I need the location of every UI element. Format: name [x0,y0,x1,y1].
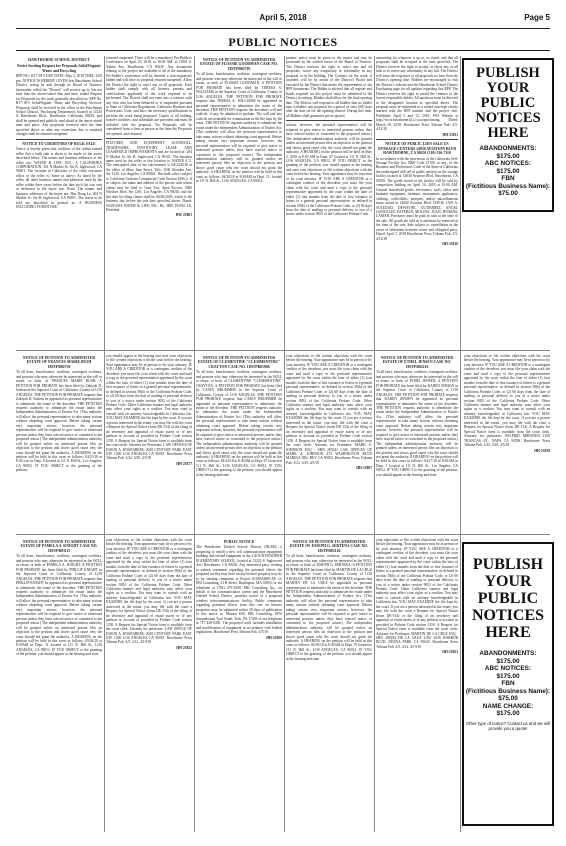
ad-price-line: (Fictitious Business Name): [465,182,551,190]
notice-separator [16,139,102,140]
notice-column-1 [16,538,102,830]
notice-column-6 [464,354,550,530]
notice-title: NOTICE TO CREDITORS OF BULK SALE [22,141,96,146]
notice-title: NOTICE OF PETITION TO ADMINISTER ESTATE OF PAMELA A. KNIGHT CASE NO. 18STPB03115 [20,540,98,553]
notice-title: NOTICE OF PETITION TO ADMINISTER ESTATE OF FRANCES MARIE BUSH 18STPB02756 [22,356,96,369]
notice-body: Notice is hereby given that creditors of the within named seller that a bulk sale is about to be made of the assets described below. The names and business addresses of the seller are: WATER & LIFE, INC., A CALIFORNIA CORPORATION, 301 N Market St, Ste B, Inglewood, CA 90301. The location in California of the chief executive office of the seller is: Same as above. As listed by the seller, all other business names and addresses used by the seller within three years before the date such list was sent or delivered to the buyer are: None. The names and business addresses of the buyer are: Hee Dong Le, 204 N Market St, Ste B, Inglewood, CA 90301. The assets to be sold are described in general as: A BUSINESS INCLUDING FURNITURE, [16,147,102,210]
notice-body: grantor, notice must be given to the trustee and may be prevented by the written notice of the Board of Trustees. The District reserves the right to reject any and all proposals, waive any irregularity or informality in any proposal or in the bidding. The Contract for the work, if awarded, will be by action of the District's Board and executed by the District that meets the requirements of the RFP documents. The Bidder is advised that all register and bonds required for this project must be submitted to the District in writing. Bidders shall allow for the final opening date. The District will respond to all bidders that no bidder may withdraw any proposal for a period of sixty (60) days after the date set for the opening thereof. During this time, all Bidders shall guarantee prices quoted. [286,56,372,118]
notice-column-4 [286,538,372,830]
notice-column-3 [196,56,282,346]
notice-column-4 [286,354,372,530]
notice-separator [376,139,458,140]
notice-tag: HW-23801 [175,213,192,218]
publish-notices-ad-2 [462,542,554,826]
ad-price-line: $75.00 [498,190,518,197]
notice-tag: HH-23677 [176,461,192,466]
notice-body: To all heirs, beneficiaries, creditors, contingent creditors, and persons who may otherwise be interested in the will or estate, or both, of ETHEL JENSEN. A PETITION FOR PROBATE has been filed by KAREN JENSEN in the Superior Court of California, County of LOS ANGELES. THE PETITION FOR PROBATE requests that KAREN JENSEN be appointed as personal representative to administer the estate of the decedent. THE PETITION requests authority to administer the estate under the Independent Administration of Estates Act. (This authority will allow the personal representative to take many actions without obtaining court approval. Before taking certain very important actions, however, the personal representative will be required to give notice to interested persons unless they have waived notice or consented to the proposed action.) The independent administration authority will be granted unless an interested person files an objection to the petition and shows good cause why the court should not grant the authority. A HEARING on the petition will be held in this court as follows: 04/27/18 at 8:30AM in Dept. 5 located at 111 N. Hill St., Los Angeles, CA 90012. IF YOU OBJECT to the granting of the petition, you should appear at the hearing and state [376,370,458,477]
ad-headline: PUBLISH YOUR PUBLIC NOTICES HERE [471,556,545,641]
notice-body: actions, however, the personal representative will be required to give notice to interested persons unless they have waived notice or consented to the proposed action.) The independent administration authority will be granted unless an interested person files an objection to the petition and shows good cause why the court should not grant the authority. A HEARING on the petition will be held on May 2, 2018 at 8:30 AM in Dept. 67 located at 111 N. Hill St., LOS ANGELES, CA 90012. IF YOU OBJECT to the granting of the petition, you should appear at the hearing and state your objections or file written objections with the court before the hearing. Your appearance may be in person or by your attorney. IF YOU ARE A CREDITOR or a contingent creditor of the decedent, you must file your claim with the court and mail a copy to the personal representative appointed by the court within the later of either (1) four months from the date of first issuance of letters to a general personal representative, as defined in section 58(b) of the California Probate Code, or (2) 60 days from the date of mailing or personal delivery to you of a notice under section 9052 of the California Probate Code. [286,123,372,217]
ad-price-line: ABC NOTICES: [484,160,532,167]
ad-price-line: $175.00 [496,672,520,680]
section-title: PUBLIC NOTICES [228,35,338,49]
notice-column-5 [376,56,458,346]
notice-body: FIXTURES AND EQUIPMENT, GOODWILL, TRADENAME, INVENTORY, LEASE AND LEASEHOLD IMPROVEMENTS and are located at: 204 N Market St, Ste B, Inglewood, CA 90301. The business name used by the seller at that location is: WATER 4 U. The anticipated date of the sale/transfer is 04/23/2018 at the office of Mary Jane Street, Title, 1100 Glendon Ave, Ste 1230, Los Angeles, CA 90024. This bulk sale is subject to California Uniform Commercial Code Section 6106.2. If so subject, the name and address of the person with whom claims may be filed is: Gary Yoo, Apex Escrow, 3600 Wilshire Blvd. Ste 1201, Los Angeles, CA 90010, and the last date for filing claims shall be 04/20/2018, which is the business day before the sale date specified above. Dated: 03/29/2018 WATER & LIFE, INC. By: HEE DONG LE, President [106,141,192,212]
notice-column-4 [286,56,372,346]
notice-body: your objections or file written objections with the court before the hearing. Your appearance may be in person or by your attorney. IF YOU ARE A CREDITOR or a contingent creditor of the decedent, you must file your claim with the court and mail a copy to the personal representative appointed by the court within the later of either (1) four months from the date of first issuance of letters to a general personal representative, as defined in section 58(b) of the California Probate Code, or (2) 60 days from the date of mailing or personal delivery to you of a notice under section 9052 of the California Probate Code. Other California statutes and legal authority may affect your rights as a creditor. You may want to consult with an attorney knowledgeable in California law. YOU MAY EXAMINE the file kept by the court. If you are a person interested in the estate, you may file with the court a Request for Special Notice (form DE-154) of the filing of an inventory and appraisal of estate assets or of any petition or account as provided in Probate Code section 1250. A Request for Special Notice form is available from the court clerk. Attorney for petitioner: LAW OFFICE OF DAVID A. ROSENBERG 2049 CENTURY PARK EAST STE 1200 LOS ANGELES CA 90067. Hawthorne Press Tribune Pub. 4/5, 4/12, 4/19/18 [106,538,192,645]
issue-date: April 5, 2018 [259,13,307,22]
notice-tag: HH-23822 [176,645,192,650]
notice-body: you should appear at the hearing and state your objections or file written objections with the court before the hearing. Your appearance may be in person or by your attorney. IF YOU ARE A CREDITOR or a contingent creditor of the decedent, you must file your claim with the court and mail a copy to the personal representative appointed by the court within the later of either (1) four months from the date of first issuance of letters to a general personal representative, as defined in section 58(b) of the California Probate Code, or (2) 60 days from the date of mailing or personal delivery to you of a notice under section 9052 of the California Probate Code. Other California statutes and legal authority may affect your rights as a creditor. You may want to consult with an attorney knowledgeable in California law. YOU MAY EXAMINE the file kept by the court. If you are a person interested in the estate, you may file with the court a Request for Special Notice (form DE-154) of the filing of an inventory and appraisal of estate assets or of any petition or account as provided in Probate Code section 1250. A Request for Special Notice form is available from the court clerk. Attorney for Petitioner: LAW OFFICES OF DAVID A. ROSENBERG 2049 CENTURY PARK EAST STE 1200 LOS ANGELES CA 90067. Hawthorne Press Tribune Pub. 3/22, 3/29, 4/5/18 [106,354,192,461]
column-rule [104,56,105,832]
notice-body: your objections or file written objections with the court before the hearing. Your appearance may be in person or by your attorney. IF YOU ARE A CREDITOR or a contingent creditor of the decedent, you must file your claim with the court and mail a copy to the personal representative appointed by the court within the later of either (1) four months from the date of first issuance of letters to a general personal representative, as defined in section 58(b) of the California Probate Code, or (2) 60 days from the date of mailing or personal delivery to you of a notice under section 9052 of the California Probate Code. Other California statutes and legal authority may affect your rights as a creditor. You may want to consult with an attorney knowledgeable in California law. YOU MAY EXAMINE the file kept by the court. If you are a person interested in the estate, you may file with the court a Request for Special Notice (form DE-154) of the filing of an inventory and appraisal of estate assets or of any petition or account as provided in Probate Code section 1250. A Request for Special Notice form is available from the court clerk. Attorney for Petitioner: MARK A. JOHNSON ESQ - SBN 285241 LAW OFFICES OF MARK A. JOHNSON 473 WASHINGTON BLVD MARINA DEL REY CA 90292. Hawthorne Press Tribune Pub. 3/22, 3/29, 4/5/18 [286,354,372,465]
notice-title: HAWTHORNE SCHOOL DISTRICT [28,58,90,62]
notice-body: In accordance with the provisions of the California Self-Storage Facility Act, B&P Code 21700, et seq., of the Business and Professions Code of the State of California the undersigned will sell at public auction on the storage facility located at 14830 Aviation Blvd, Hawthorne, CA 90250. The goods stored at the facility will be sold by competitive bidding on April 19, 2018 at 10:00 AM. General household goods, electronics, tools, office and business equipment, furniture, instruments, appliances, clothing, collectibles, antiques, and/or miscellaneous items stored at 14830 Aviation Blvd: DAVIS, JAYLA, SOLEDAD, DEWAYNE, GUTIERREZ, ANGEL GONZALEZ, ESTEBAN, MOLINA, JUAN, JENKINS, LAMAR. Purchases must be paid in cash at the time of the sale. All goods are sold as is and must be removed at the time of the sale. Sale subject to cancellation in the event of settlement between owner and obligated party. Dated: April 5, 2018 Hawthorne Press Tribune Pub. 4/5, 4/12/18 [376,156,458,241]
page-header [0,13,566,27]
ad-price-line: ABC NOTICES: [484,665,532,672]
notice-body: The Hawthorne Unified School District (HUSD), a proposing to install a new cell communication equipment building and related equipment at the LAOUNT-BADDER ELEMENTARY SCHOOL, located at 13223 S. Inglewood Ave, Hawthorne, CA 90250. Any interested party wishing to submit comments regarding the potential effects the proposed facility may have on any historic property may do so by sending comments to Project 6118003000-AF c/o EBI Consulting, 21 B Street, Burlington, MA 01803, or via telephone at (781) 273-2500. EBI Consulting Inc., on behalf of the communication carrier and the Hawthorne Unified School District, provides notice of a proposed wireless telecommunications facility. Public comments regarding potential effects from this site on historic properties may be submitted within 30 days of publication of this notice to: Monica Hill, EBI Consulting, 6876 Susquehanna Trail South, York, PA 17403 or via telephone at 717-428-0450. The proposed work includes installation and modification of equipment in accordance with federal regulations. Hawthorne Press Tribune Pub. 4/5/18 [196,545,282,635]
header-rule [16,28,550,29]
page-number: Page 5 [524,13,550,22]
column-rule [284,56,285,832]
column-rule [374,56,375,832]
notice-title: NOTICE OF PETITION TO ADMINISTER ESTATE OF CLEMENTINE "CLEMMENTINE" CRAYTON CASE NO. 18STPB01906 [197,356,281,369]
notice-column-5 [376,538,458,830]
ad-price-line: FBN [501,680,515,687]
notice-separator [286,120,372,121]
ad-headline: PUBLISH YOUR PUBLIC NOTICES HERE [475,65,541,141]
notice-column-2 [106,354,192,530]
notice-separator [106,138,192,139]
ad-price-line: (Fictitious Business Name): [465,687,551,695]
ad-price-line: ABANDONMENTS: [479,145,537,152]
notice-subtitle: Notice Inviting Request for Proposals Solid/Organic Waste and Recycling [16,64,102,73]
notice-tag: HH-23816 [442,242,458,247]
notice-body: amounting for whatever is up to, as stated, and that all proposals shall be accepted at the time specified. The District reserves the right to accept, or reject any or all bids or to waive any informality in any bid. The District will issue the responses to all proposals no later than the District's opening date. Bidders are encouraged to visit the District's website and the Hawthorne School District Purchasing page for all updates regarding this RFP. The District reserves the right to award the contract to the lowest responsible bidder. All questions must be directed to the designated location as specified above. The proposal must be submitted in a sealed envelope clearly marked with the RFP number and the project title. Published: April 5 and 12, 2018. FSO Website at http://www.hawthorne.k12.ca.us/purchasing. Dated: March 29, 2018. Hawthorne Press Tribune Pub. 4/5, 4/12/18 [376,56,458,132]
notice-column-2 [106,56,192,346]
section-rule [16,50,550,51]
notice-column-2 [106,538,192,830]
notice-tag: HH-23820 [266,635,282,640]
publish-notices-ad [462,58,554,212]
ad-footnote: Other type of notice? Contact us and we will provide you a quote! [466,720,550,731]
ad-price-line: FBN [501,175,515,182]
notice-title: NOTICE OF PETITION TO ADMINISTER ESTATE OF JOSEPH G. SEBTENA CASE NO. 18STPB03126 [289,540,369,553]
notice-tag: HH-23818 [534,448,550,453]
ad-price-line: $175.00 [496,152,520,160]
notice-body: To all heirs, beneficiaries, creditors, contingent creditors, and persons who may otherwise be interested in the will or estate, or both of FLOSSIE GOODMAN. A PETITION FOR PROBATE has been filed by TERESA A. WILLIAMS in the Superior Court of California, County of LOS ANGELES. THE PETITION FOR PROBATE requests that TERESA A. WILLIAMS be appointed as personal representative to administer the estate of the decedent. THE PETITION requests the decedent's will and codicils, if any, be admitted to probate. The will and any codicils are available for examination in the file kept by the court. THE PETITION requests authority to administer the estate under the Independent Administration of Estates Act. (This authority will allow the personal representative to take many actions without obtaining court approval. Before taking certain very important actions, however, the personal representative will be required to give notice to interested persons unless they have waived notice or consented to the proposed action.) The independent administration authority will be granted unless an interested person files an objection to the petition and shows good cause why the court should not grant the authority. A HEARING on the petition will be held in this court as follows: 04/30/18 at 8:30AM in Dept. 11, located at 111 N. Hill St., LOS ANGELES, CA 90012. [196,72,282,184]
notice-body: To all heirs, beneficiaries, creditors, contingent creditors, and persons who may otherwise be interested in the WILL or estate, or both, of JOSEPH G. SEBTENA. A PETITION FOR PROBATE has been filed by MARTIN DE LA CRUZ in the Superior Court of California, County of LOS ANGELES. THE PETITION FOR PROBATE requests that MARTIN DE LA CRUZ be appointed as personal representative to administer the estate of the decedent. THE PETITION requests authority to administer the estate under the Independent Administration of Estates Act. (This authority will allow the personal representative to take many actions without obtaining court approval. Before taking certain very important actions, however, the personal representative will be required to give notice to interested persons unless they have waived notice or consented to the proposed action.) The independent administration authority will be granted unless an interested person files an objection to the petition and shows good cause why the court should not grant the authority. A HEARING on the petition will be held in this court as follows: 04/30/18 at 8:30AM in Dept. 79 located at 111 N. Hill St., LOS ANGELES, CA 90012. IF YOU OBJECT to the granting of the petition, you should appear at the hearing and state [286,554,372,661]
notice-body: To all heirs, beneficiaries, creditors, contingent creditors, and persons who may otherwise be interested in the will or estate, or both, of FRANCES MARIE BUSH. A PETITION FOR PROBATE has been filed by Zakiyah D. Saleem in the Superior Court of California, County of LOS ANGELES. THE PETITION FOR PROBATE requests that Zakiyah D. Saleem be appointed as personal representative to administer the estate of the decedent. THE PETITION requests authority to administer the estate under the Independent Administration of Estates Act. (This authority will allow the personal representative to take many actions without obtaining court approval. Before taking certain very important actions, however, the personal representative will be required to give notice to interested persons unless they have waived notice or consented to the proposed action.) The independent administration authority will be granted unless an interested person files an objection to the petition and shows good cause why the court should not grant the authority. A HEARING on the petition will be held in this court as follows: 04/25/18 at 8:30 a.m. in Dept. 9 located at 111 N. Hill St., Los Angeles, CA 90012. IF YOU OBJECT to the granting of the petition, [16,370,102,473]
notice-column-5 [376,354,458,530]
notice-column-1 [16,56,102,346]
notice-tag: HH-23823 [442,650,458,655]
notice-tag: HH-23811 [442,132,458,137]
notice-body: your objections or file written objections with the court before the hearing. Your appearance may be in person or by your attorney. IF YOU ARE A CREDITOR or a contingent creditor of the decedent, you must file your claim with the court and mail a copy to the personal representative appointed by the court within the later of either (1) four months from the date of first issuance of letters to a general personal representative, as defined in section 58(b) of the California Probate Code, or (2) 60 days from the date of mailing or personal delivery to you of a notice under section 9052 of the California Probate Code. Other California statutes and legal authority may affect your rights as a creditor. You may want to consult with an attorney knowledgeable in California law. YOU MAY EXAMINE the file kept by the court. If you are a person interested in the estate, you may file with the court a Request for Special Notice (form DE-154) of the filing of an inventory and appraisal of estate assets or of any petition or account as provided in Probate Code section 1250. A Request for Special Notice form is available from the court clerk. Attorney for Petitioner: MARTIN DE LA CRUZ ESQ - SBN 208184 DE LA CRUZ LAW 6318 HARBOR BLVD. BUENA PARK CA 90620. Hawthorne Press Tribune Pub. 4/5, 4/12, 4/19/18 [376,538,458,649]
notice-body: To all heirs, beneficiaries, creditors, contingent creditors, and persons who may otherwise be interested in the WILL or estate, or both of PAMELA A. KNIGHT. A PETITION FOR PROBATE has been filed by PHILLIP KNIGHT in the Superior Court of California, County of LOS ANGELES. THE PETITION FOR PROBATE requests that PHILLIP KNIGHT be appointed as personal representative to administer the estate of the decedent. THE PETITION requests authority to administer the estate under the Independent Administration of Estates Act. (This authority will allow the personal representative to take many actions without obtaining court approval. Before taking certain very important actions, however, the personal representative will be required to give notice to interested persons unless they have waived notice or consented to the proposed action.) The independent administration authority will be granted unless an interested person files an objection to the petition and shows good cause why the court should not grant the authority. A HEARING on the petition will be held in this court as follows: 05/02/18 at 8:30AM in Dept. 11 located at 111 N. Hill St., LOS ANGELES, CA 90012. IF YOU OBJECT to the granting of the petition, you should appear at the hearing and state [16,554,102,657]
ad-price-line: $175.00 [496,167,520,175]
ad-price-line: $75.00 [498,695,518,702]
row-divider [16,350,550,351]
notice-title: NOTICE OF PUBLIC LIEN SALE US STORAGE CENTERS 14830 AVIATION BLVD HAWTHORNE, CA 90250 (310) 536-7110 [377,142,457,156]
notice-body: To all heirs, beneficiaries, creditors, contingent creditors, and persons who may otherwise be interested in the WILL or estate, or both, of CLEMENTINE "CLEMMENTINE" CRAYTON. A PETITION FOR PROBATE has been filed by CASEY BRUMMER in the Superior Court of California, County of LOS ANGELES. THE PETITION FOR PROBATE requests that CASEY BRUMMER be appointed as personal representative to administer the estate of the decedent. THE PETITION requests authority to administer the estate under the Independent Administration of Estates Act. (This authority will allow the personal representative to take many actions without obtaining court approval. Before taking certain very important actions, however, the personal representative will be required to give notice to interested persons unless they have waived notice or consented to the proposed action.) The independent administration authority will be granted unless an interested person files an objection to the petition and shows good cause why the court should not grant the authority. A HEARING on the petition will be held in this court as follows: 04/24/18 at 8:30AM in Dept. 67 located at 111 N. Hill St., LOS ANGELES, CA 90012. IF YOU OBJECT to the granting of the petition, you should appear at the hearing and state [196,370,282,477]
column-rule [194,56,195,832]
notice-body: RFP NO.: R17-18-5 DUE DATE: May 3, 2018 TIME: 2:00 pm. NOTICE IS HEREBY GIVEN that Hawthorne School District, acting by and through its Board of Trustees, hereinafter called the "District" will receive up to, but not later than the above-stated date and time, sealed Request for Proposals for the work generally described as: RFP No. R17-18-5 Solid/Organic Waste and Recycling Services. Proposals shall be received in the office of the Hawthorne School District, Purchasing Department, located at 14120 S. Hawthorne Blvd., Hawthorne, California 90250, and shall be opened and publicly read aloud at the above stated time and place. Any proposals received after the time specified above or after any extensions due to material changes shall be returned unopened. [16,74,102,137]
notice-title: PUBLIC NOTICE [223,540,255,544]
ad-price-line: ABANDONMENTS: [479,650,537,657]
notice-title: NOTICE OF PETITION TO ADMINISTER ESTATE OF FLOSSIE GOODMAN CASE NO. 18STPB02785 [200,58,278,71]
ad-price-line: $175.00 [496,657,520,665]
notice-body: your objections or file written objections with the court before the hearing. Your appearance may be in person or by your attorney. IF YOU ARE A CREDITOR or a contingent creditor of the decedent, you must file your claim with the court and mail a copy to the personal representative appointed by the court within the later of either (1) four months from the date of first issuance of letters to a general personal representative, as defined in section 58(b) of the California Probate Code, or (2) 60 days from the date of mailing or personal delivery to you of a notice under section 9052 of the California Probate Code. Other California statutes and legal authority may affect your rights as a creditor. You may want to consult with an attorney knowledgeable in California law. YOU MAY EXAMINE the file kept by the court. If you are a person interested in the estate, you may file with the court a Request for Special Notice (form DE-154). A Request for Special Notice form is available from the court clerk. Attorney for petitioner: WILFRID MIRANDA 1100 TRANCAS ST., NAPA CA 94558. Hawthorne Press Tribune Pub. 3/22, 3/29, 4/5/18 [464,354,550,448]
ad-price-line: NAME CHANGE: [482,702,534,710]
notice-column-3 [196,538,282,830]
notice-title: NOTICE OF PETITION TO ADMINISTER ESTATE OF ETHEL JENSEN CASE NO. 18STPB02216 [380,356,454,369]
notice-column-1 [16,354,102,530]
notice-tag: HH-23807 [356,466,372,471]
notice-body: returned unopened. There will be a mandatory Pre-Bidder's Conference on April 20, 2018, at 10:00 AM, at 13901 S. Yukon Ave, Hawthorne, CA 90250. Any documents relating to the project are available to all at the mandatory Pre-bidder's conference will be deemed a non-responsive bidder and will have its proposal returned unopened. Allow the District the right to reject any or all proposals. Each bidder shall comply with all licenses, permits and certifications applicable to the work required to be performed. The District shall not enter into a contract with any firm who has been debarred or is suspended pursuant to State of California Regulations, California Business and Professions Code, and have the necessary qualifications to perform the work being proposed. Copies of all bidding, transfer facilities, and submittals are provided and must be included with the proposal. No Proposals will be considered from a firm or person at the time the Proposals are opened, and returned. [106,56,192,136]
ad-price-line: $175.00 [496,710,520,717]
column-rule [460,56,461,832]
notice-column-3 [196,354,282,530]
row-divider [16,534,550,535]
